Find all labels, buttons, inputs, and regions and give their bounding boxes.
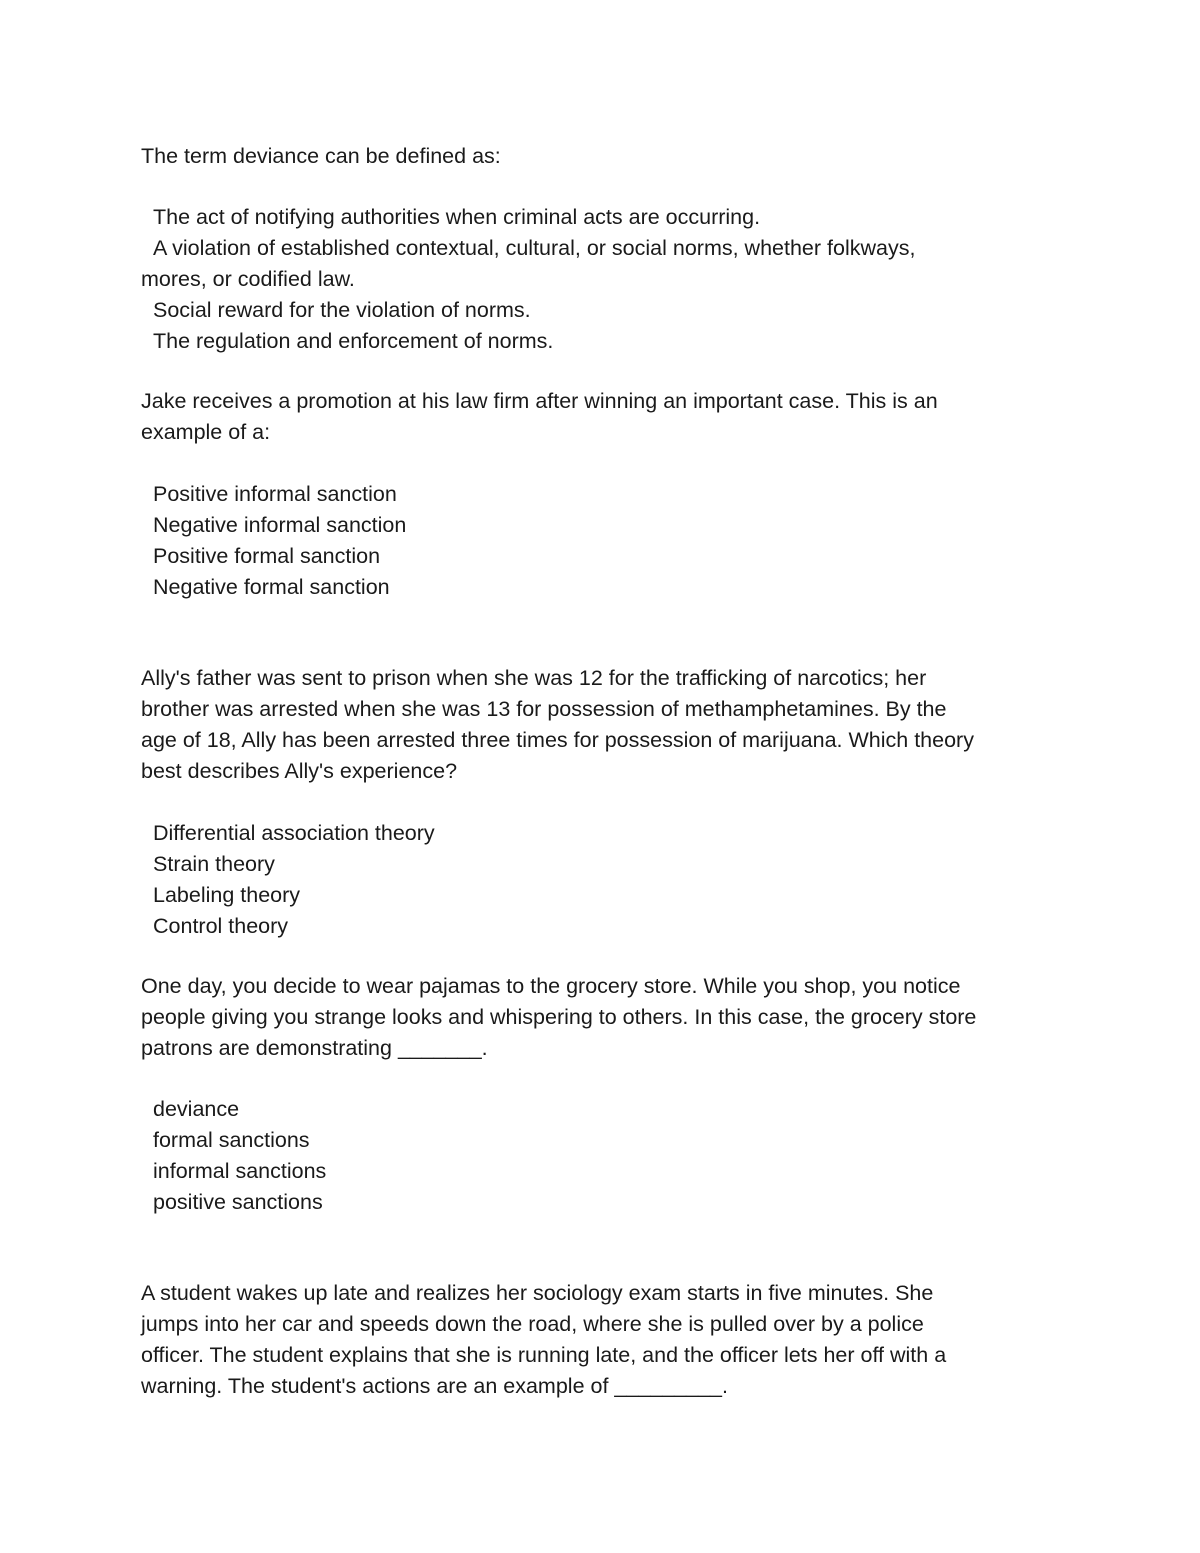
question-2-option-2: Negative informal sanction [153,513,407,537]
question-1-option-2-continued: mores, or codified law. [141,267,355,291]
question-3-text-line-2: brother was arrested when she was 13 for possession of methamphetamines. By the [141,697,947,721]
question-5-text-line-2: jumps into her car and speeds down the road, where she is pulled over by a police [141,1312,924,1336]
question-5-text-line-3: officer. The student explains that she is running late, and the officer lets her off with a [141,1343,947,1367]
question-3-option-1: Differential association theory [153,821,435,845]
question-4-text: One day, you decide to wear pajamas to the grocery store. While you shop, you notice [141,974,961,998]
question-2-text: Jake receives a promotion at his law firm after winning an important case. This is an [141,389,938,413]
question-4-text-line-3: patrons are demonstrating _______. [141,1036,488,1060]
question-1-option-3: Social reward for the violation of norms. [153,298,531,322]
question-3-option-4: Control theory [153,914,289,938]
question-4-option-1: deviance [153,1097,240,1121]
question-3-text-line-4: best describes Ally's experience? [141,759,458,783]
question-1-option-2: A violation of established contextual, cultural, or social norms, whether folkways, [153,236,916,260]
question-4-option-2: formal sanctions [153,1128,310,1152]
question-2-option-4: Negative formal sanction [153,575,390,599]
question-3-option-3: Labeling theory [153,883,301,907]
question-5-text: A student wakes up late and realizes her sociology exam starts in five minutes. She [141,1281,934,1305]
question-2-text-continued: example of a: [141,420,271,444]
question-5-text-line-4: warning. The student's actions are an example of _________. [141,1374,728,1398]
question-3-option-2: Strain theory [153,852,275,876]
question-2-option-1: Positive informal sanction [153,482,397,506]
question-2-option-3: Positive formal sanction [153,544,381,568]
question-3-text: Ally's father was sent to prison when she was 12 for the trafficking of narcotics; her [141,666,927,690]
question-4-option-4: positive sanctions [153,1190,323,1214]
question-1-text: The term deviance can be defined as: [141,144,501,168]
question-4-option-3: informal sanctions [153,1159,327,1183]
question-4-text-line-2: people giving you strange looks and whispering to others. In this case, the grocery store [141,1005,977,1029]
question-1-option-4: The regulation and enforcement of norms. [153,329,554,353]
question-1-option-1: The act of notifying authorities when criminal acts are occurring. [153,205,761,229]
question-3-text-line-3: age of 18, Ally has been arrested three times for possession of marijuana. Which theory [141,728,974,752]
